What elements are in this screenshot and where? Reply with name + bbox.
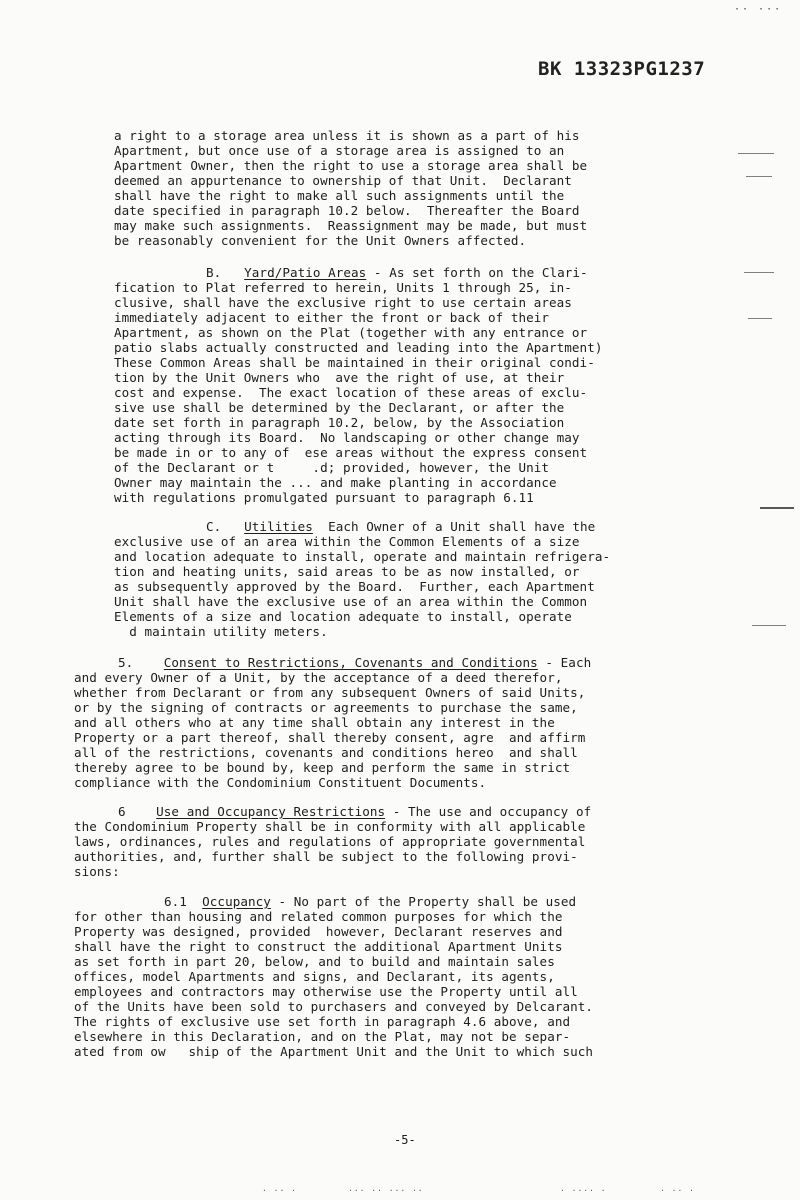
text-line (74, 700, 578, 715)
scan-artifact: · ·· · (660, 1186, 695, 1195)
text-line (114, 218, 587, 233)
line-text: and every Owner of a Unit, by the acceptance of a deed therefor, (74, 670, 563, 685)
text-line (164, 894, 576, 909)
line-text: and location adequate to install, operate and maintain refrigera- (114, 549, 611, 564)
line-text: as set forth in part 20, below, and to build and maintain sales (74, 954, 555, 969)
line-text: - No part of the Property shall be used (270, 894, 577, 909)
margin-mark (744, 272, 774, 273)
margin-mark (748, 318, 772, 319)
section-number: B. (206, 265, 245, 280)
text-line (114, 385, 587, 400)
line-text: of the Units have been sold to purchasers and conveyed by Delcarant. (74, 999, 593, 1014)
text-line (74, 1044, 593, 1059)
line-text: date set forth in paragraph 10.2, below, by the Association (114, 415, 565, 430)
section-number: 5. (118, 655, 164, 670)
text-line (206, 519, 595, 534)
section-number: 6.1 (164, 894, 203, 909)
text-line (114, 340, 602, 355)
margin-mark (738, 153, 774, 154)
scan-artifact: · ···· · (560, 1186, 607, 1195)
text-line (74, 999, 593, 1014)
text-line (74, 685, 585, 700)
line-text: with regulations promulgated pursuant to paragraph 6.11 (114, 490, 534, 505)
text-line (114, 325, 587, 340)
line-text: the Condominium Property shall be in conformity with all applicable (74, 819, 586, 834)
line-text: ated from ow ship of the Apartment Unit and the Unit to which such (74, 1044, 593, 1059)
text-line (114, 460, 549, 475)
line-text: These Common Areas shall be maintained in their original condi- (114, 355, 595, 370)
section-heading: Utilities (244, 519, 313, 534)
line-text: may make such assignments. Reassignment may be made, but must (114, 218, 588, 233)
line-text: fication to Plat referred to herein, Units 1 through 25, in- (114, 280, 572, 295)
text-line (74, 715, 555, 730)
text-line (74, 984, 578, 999)
text-line (74, 745, 578, 760)
text-line (114, 173, 572, 188)
line-text: sions: (74, 864, 120, 879)
text-line (74, 939, 562, 954)
line-text: d maintain utility meters. (114, 624, 328, 639)
text-line (114, 490, 534, 505)
line-text: offices, model Apartments and signs, and Declarant, its agents, (74, 969, 555, 984)
text-line (114, 233, 526, 248)
line-text: compliance with the Condominium Constituent Documents. (74, 775, 487, 790)
text-line (114, 355, 595, 370)
text-line (114, 564, 580, 579)
line-text: Apartment, but once use of a storage area is assigned to an (114, 143, 565, 158)
line-text: be reasonably convenient for the Unit Owners affected. (114, 233, 527, 248)
text-line (114, 143, 564, 158)
text-line (114, 609, 572, 624)
text-line (74, 909, 562, 924)
text-line (74, 849, 578, 864)
margin-mark (760, 507, 794, 509)
text-line (74, 924, 562, 939)
text-line (118, 655, 591, 670)
margin-mark (746, 176, 772, 177)
line-text: shall have the right to construct the additional Apartment Units (74, 939, 563, 954)
line-text: for other than housing and related common purposes for which the (74, 909, 563, 924)
text-line (74, 760, 570, 775)
line-text: Apartment Owner, then the right to use a storage area shall be (114, 158, 588, 173)
text-line (114, 624, 328, 639)
section-number: 6 (118, 804, 157, 819)
line-text: and all others who at any time shall obtain any interest in the (74, 715, 555, 730)
text-line (114, 188, 564, 203)
line-text: elsewhere in this Declaration, and on the Plat, may not be separ- (74, 1029, 571, 1044)
text-line (74, 1014, 570, 1029)
text-line (114, 475, 557, 490)
section-heading: Yard/Patio Areas (244, 265, 367, 280)
scan-artifact: · ·· · (262, 1186, 297, 1195)
line-text: Owner may maintain the ... and make planting in accordance (114, 475, 557, 490)
line-text: shall have the right to make all such assignments until the (114, 188, 565, 203)
line-text: deemed an appurtenance to ownership of that Unit. Declarant (114, 173, 572, 188)
line-text: Each Owner of a Unit shall have the (312, 519, 596, 534)
line-text: exclusive use of an area within the Common Elements of a size (114, 534, 580, 549)
text-line (74, 1029, 570, 1044)
line-text: as subsequently approved by the Board. Further, each Apartment (114, 579, 595, 594)
line-text: laws, ordinances, rules and regulations of appropriate governmental (74, 834, 586, 849)
line-text: - Each (537, 655, 592, 670)
text-line (114, 158, 587, 173)
margin-mark (752, 625, 786, 626)
line-text: - As set forth on the Clari- (366, 265, 588, 280)
line-text: of the Declarant or t .d; provided, however, the Unit (114, 460, 550, 475)
line-text: whether from Declarant or from any subsequent Owners of said Units, (74, 685, 586, 700)
line-text: be made in or to any of ese areas without the express consent (114, 445, 588, 460)
line-text: immediately adjacent to either the front or back of their (114, 310, 550, 325)
line-text: The rights of exclusive use set forth in paragraph 4.6 above, and (74, 1014, 571, 1029)
text-line (114, 370, 564, 385)
text-line (206, 265, 588, 280)
text-line (114, 594, 587, 609)
section-heading: Occupancy (202, 894, 271, 909)
line-text: - The use and occupancy of (385, 804, 592, 819)
text-line (74, 864, 120, 879)
text-line (118, 804, 591, 819)
line-text: or by the signing of contracts or agreements to purchase the same, (74, 700, 578, 715)
text-line (114, 310, 549, 325)
text-line (74, 954, 555, 969)
line-text: Elements of a size and location adequate to install, operate (114, 609, 572, 624)
text-line (74, 775, 486, 790)
line-text: tion and heating units, said areas to be as now installed, or (114, 564, 580, 579)
line-text: sive use shall be determined by the Declarant, or after the (114, 400, 565, 415)
line-text: clusive, shall have the exclusive right to use certain areas (114, 295, 572, 310)
section-heading: Consent to Restrictions, Covenants and Conditions (163, 655, 538, 670)
text-line (114, 295, 572, 310)
text-line (74, 670, 562, 685)
line-text: acting through its Board. No landscaping or other change may (114, 430, 580, 445)
text-line (114, 128, 580, 143)
text-line (114, 579, 595, 594)
book-page-stamp: BK 13323PG1237 (538, 58, 706, 80)
text-line (114, 203, 580, 218)
corner-mark: ·· ··· (734, 4, 783, 15)
line-text: Apartment, as shown on the Plat (together with any entrance or (114, 325, 588, 340)
section-heading: Use and Occupancy Restrictions (156, 804, 386, 819)
text-line (114, 280, 572, 295)
text-line (74, 819, 585, 834)
text-line (114, 445, 587, 460)
line-text: all of the restrictions, covenants and conditions hereo and shall (74, 745, 578, 760)
text-line (114, 534, 580, 549)
line-text: patio slabs actually constructed and leading into the Apartment) (114, 340, 603, 355)
line-text: date specified in paragraph 10.2 below. Thereafter the Board (114, 203, 580, 218)
line-text: thereby agree to be bound by, keep and perform the same in strict (74, 760, 571, 775)
text-line (114, 415, 564, 430)
text-line (114, 549, 610, 564)
line-text: Unit shall have the exclusive use of an area within the Common (114, 594, 588, 609)
line-text: a right to a storage area unless it is shown as a part of his (114, 128, 580, 143)
text-line (114, 400, 564, 415)
line-text: employees and contractors may otherwise use the Property until all (74, 984, 578, 999)
scan-artifact: ··· ·· ··· ·· (348, 1186, 424, 1195)
line-text: Property was designed, provided however, Declarant reserves and (74, 924, 563, 939)
text-line (114, 430, 580, 445)
page-number: -5- (394, 1133, 416, 1147)
text-line (74, 730, 585, 745)
line-text: tion by the Unit Owners who ave the right of use, at their (114, 370, 565, 385)
section-number: C. (206, 519, 245, 534)
text-line (74, 834, 585, 849)
text-line (74, 969, 555, 984)
line-text: authorities, and, further shall be subject to the following provi- (74, 849, 578, 864)
line-text: Property or a part thereof, shall thereby consent, agre and affirm (74, 730, 586, 745)
line-text: cost and expense. The exact location of these areas of exclu- (114, 385, 588, 400)
